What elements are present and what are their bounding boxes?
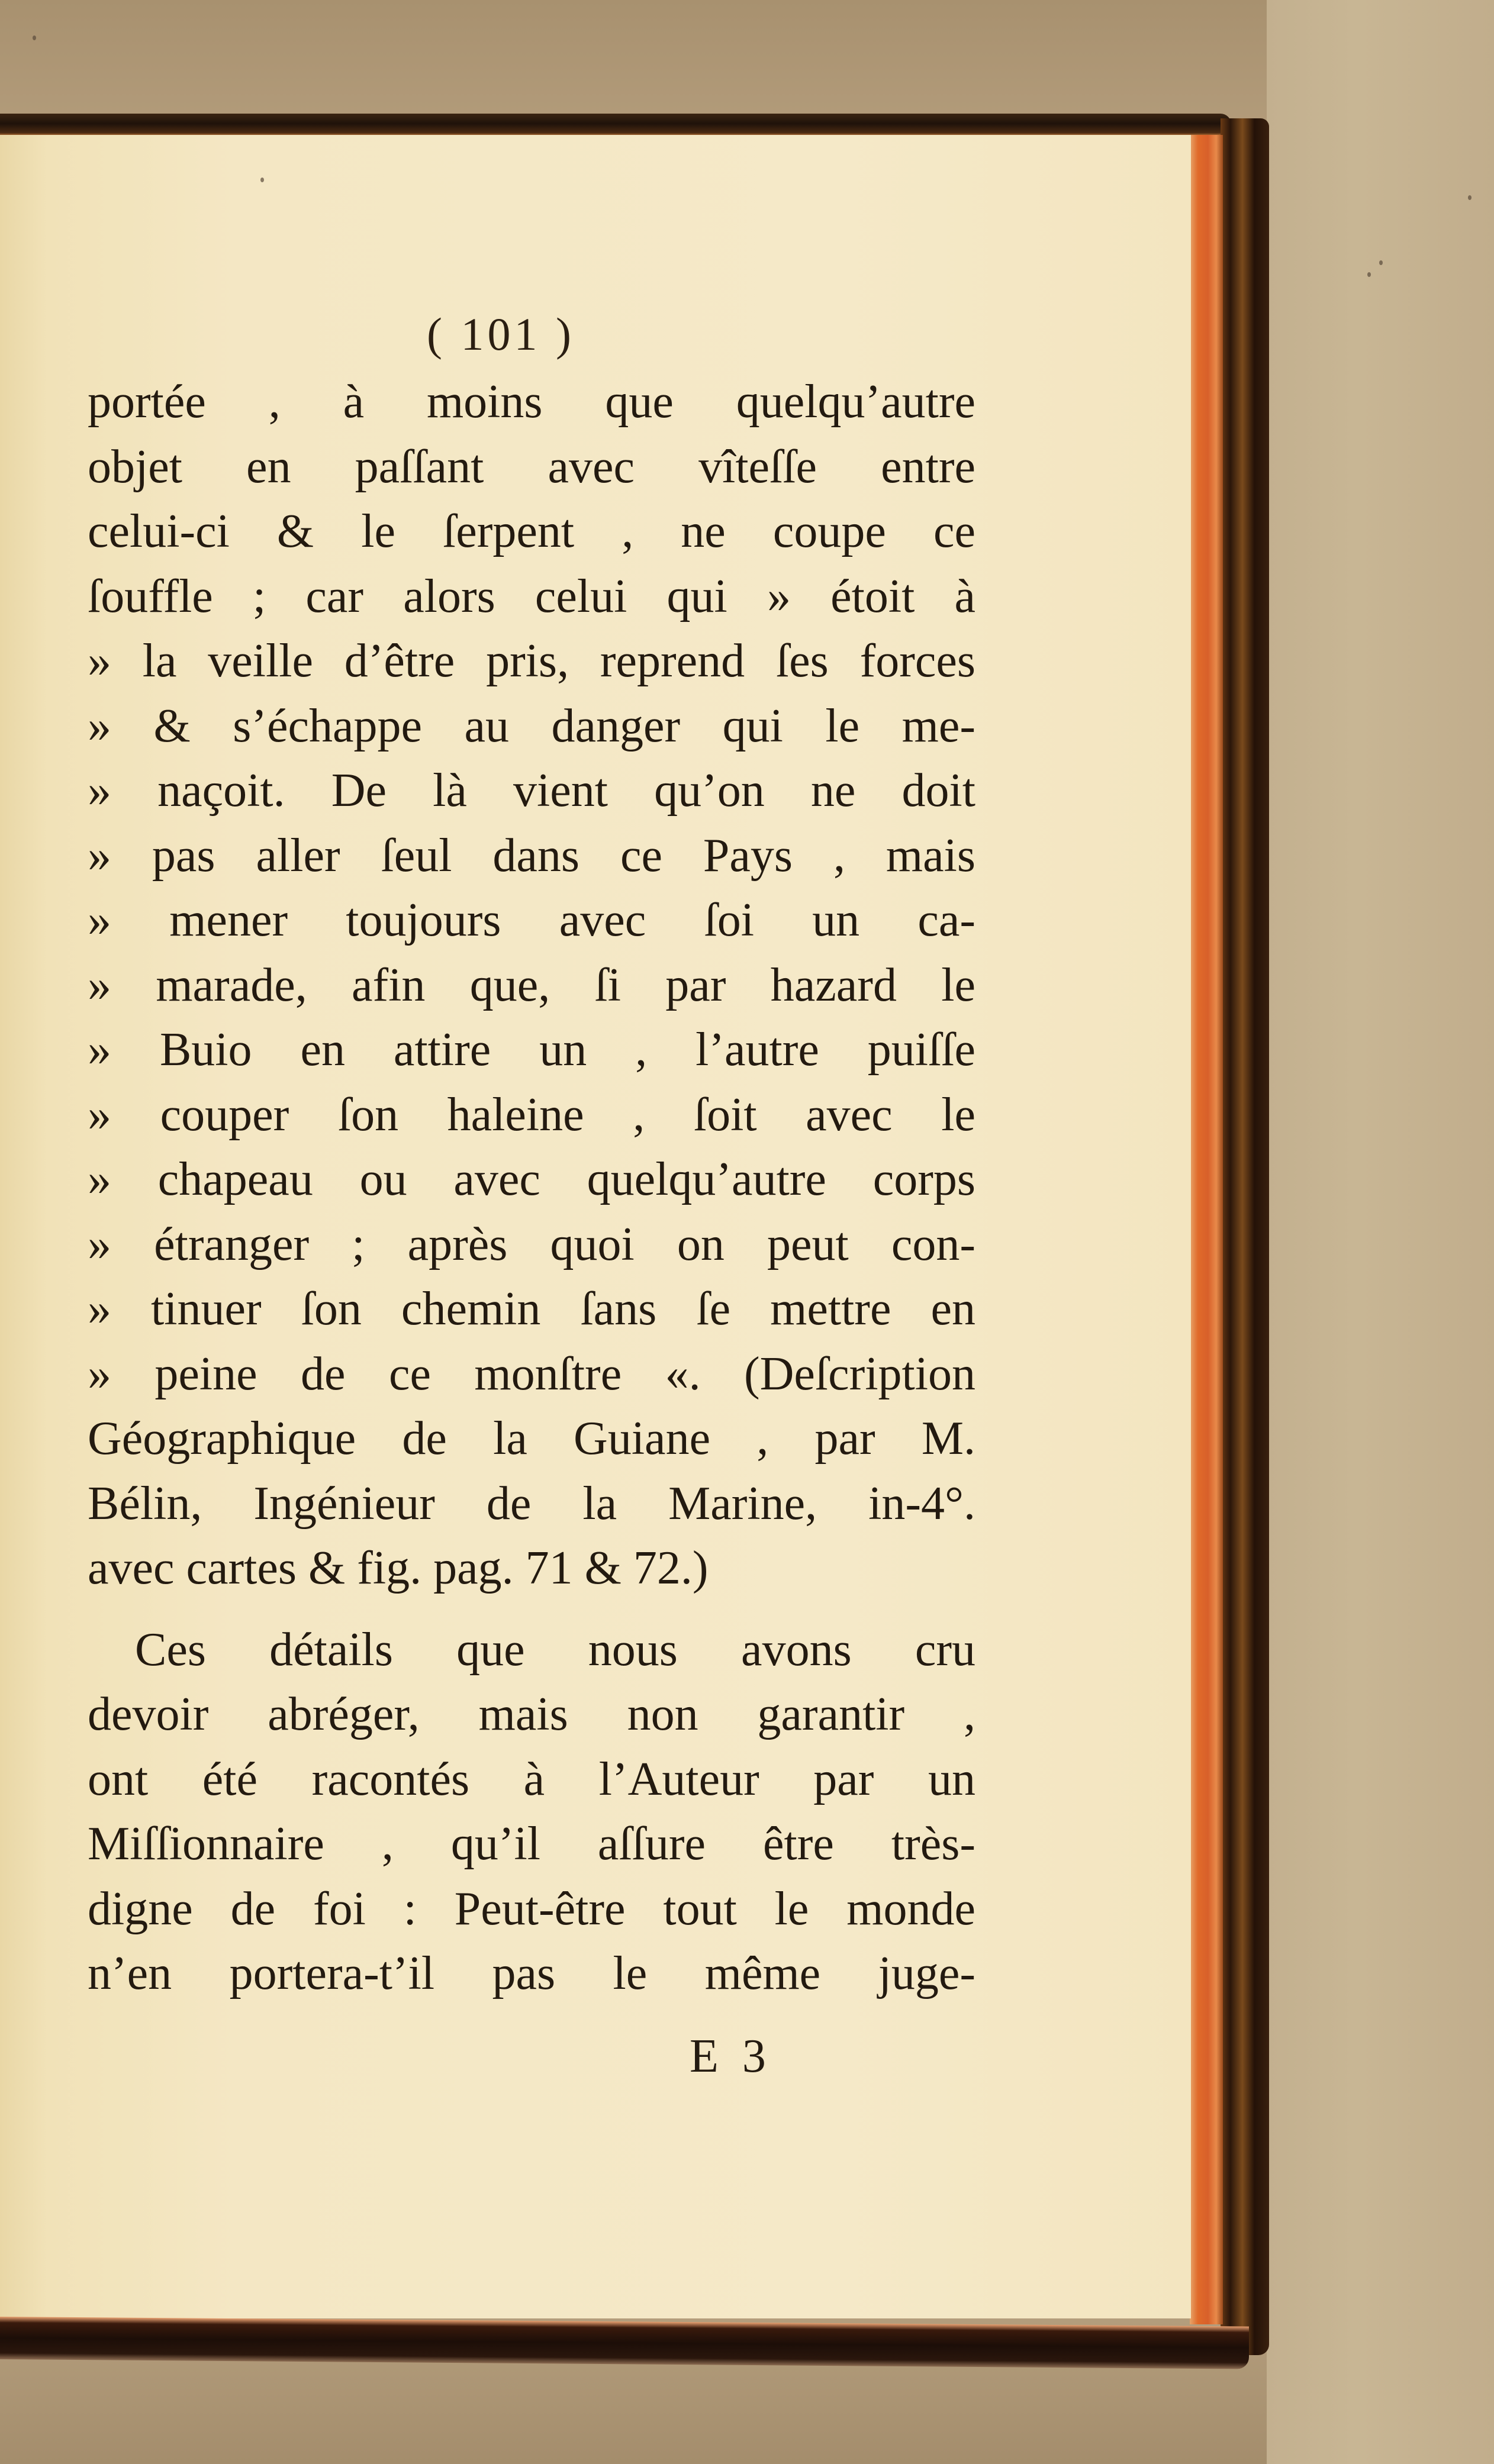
text-line: » tinuer ſon chemin ſans ſe mettre en [88,1283,975,1335]
text-line: digne de foi : Peut-être tout le monde [88,1882,975,1935]
dust-speck [1367,272,1371,277]
dust-speck [1379,260,1383,265]
page-gilt-edge [1190,135,1223,2324]
text-line: » étranger ; après quoi on peut con- [88,1218,975,1270]
text-line: » Buio en attire un , l’autre puiſſe [88,1024,975,1076]
text-line: Miſſionnaire , qu’il aſſure être très- [88,1818,975,1870]
text-line: objet en paſſant avec vîteſſe entre [88,440,975,493]
text-line: n’en portera-t’il pas le même juge- [88,1947,975,1999]
text-line: » peine de ce monſtre «. (Deſcription [88,1347,975,1400]
text-line: » couper ſon haleine , ſoit avec le [88,1088,975,1141]
dust-speck [1468,195,1472,200]
text-line: » naçoit. De là vient qu’on ne doit [88,765,975,817]
book-cover-top-edge [0,114,1231,136]
text-line: avec cartes & fig. pag. 71 & 72.) [88,1542,709,1594]
dust-speck [260,178,264,182]
signature-mark: E 3 [690,2030,772,2082]
book-cover-right-edge [1221,118,1269,2355]
dust-speck [33,36,36,40]
text-line: » mener toujours avec ſoi un ca- [88,894,975,946]
text-line: Bélin, Ingénieur de la Marine, in-4°. [88,1477,975,1530]
page-number-header [0,308,1191,361]
text-line: portée , à moins que quelqu’autre [88,376,975,428]
text-line: » la veille d’être pris, reprend ſes forces [88,635,975,687]
book-cover-bottom-edge [0,2317,1249,2369]
text-line: devoir abréger, mais non garantir , [88,1688,975,1740]
page-number: ( 101 ) [427,308,575,360]
text-line: » & s’échappe au danger qui le me- [88,699,975,752]
text-line: ſouffle ; car alors celui qui » étoit à [88,570,975,623]
background-surface [1267,0,1494,2464]
text-line: celui-ci & le ſerpent , ne coupe ce [88,505,975,557]
text-line: » chapeau ou avec quelqu’autre corps [88,1153,975,1205]
text-line: ont été racontés à l’Auteur par un [88,1753,975,1805]
text-line: » pas aller ſeul dans ce Pays , mais [88,829,975,882]
text-line: » marade, afin que, ſi par hazard le [88,959,975,1011]
page-body-text [88,370,975,2007]
text-line: Géographique de la Guiane , par M. [88,1412,975,1465]
paragraph-start-line: Ces détails que nous avons cru [135,1623,975,1676]
